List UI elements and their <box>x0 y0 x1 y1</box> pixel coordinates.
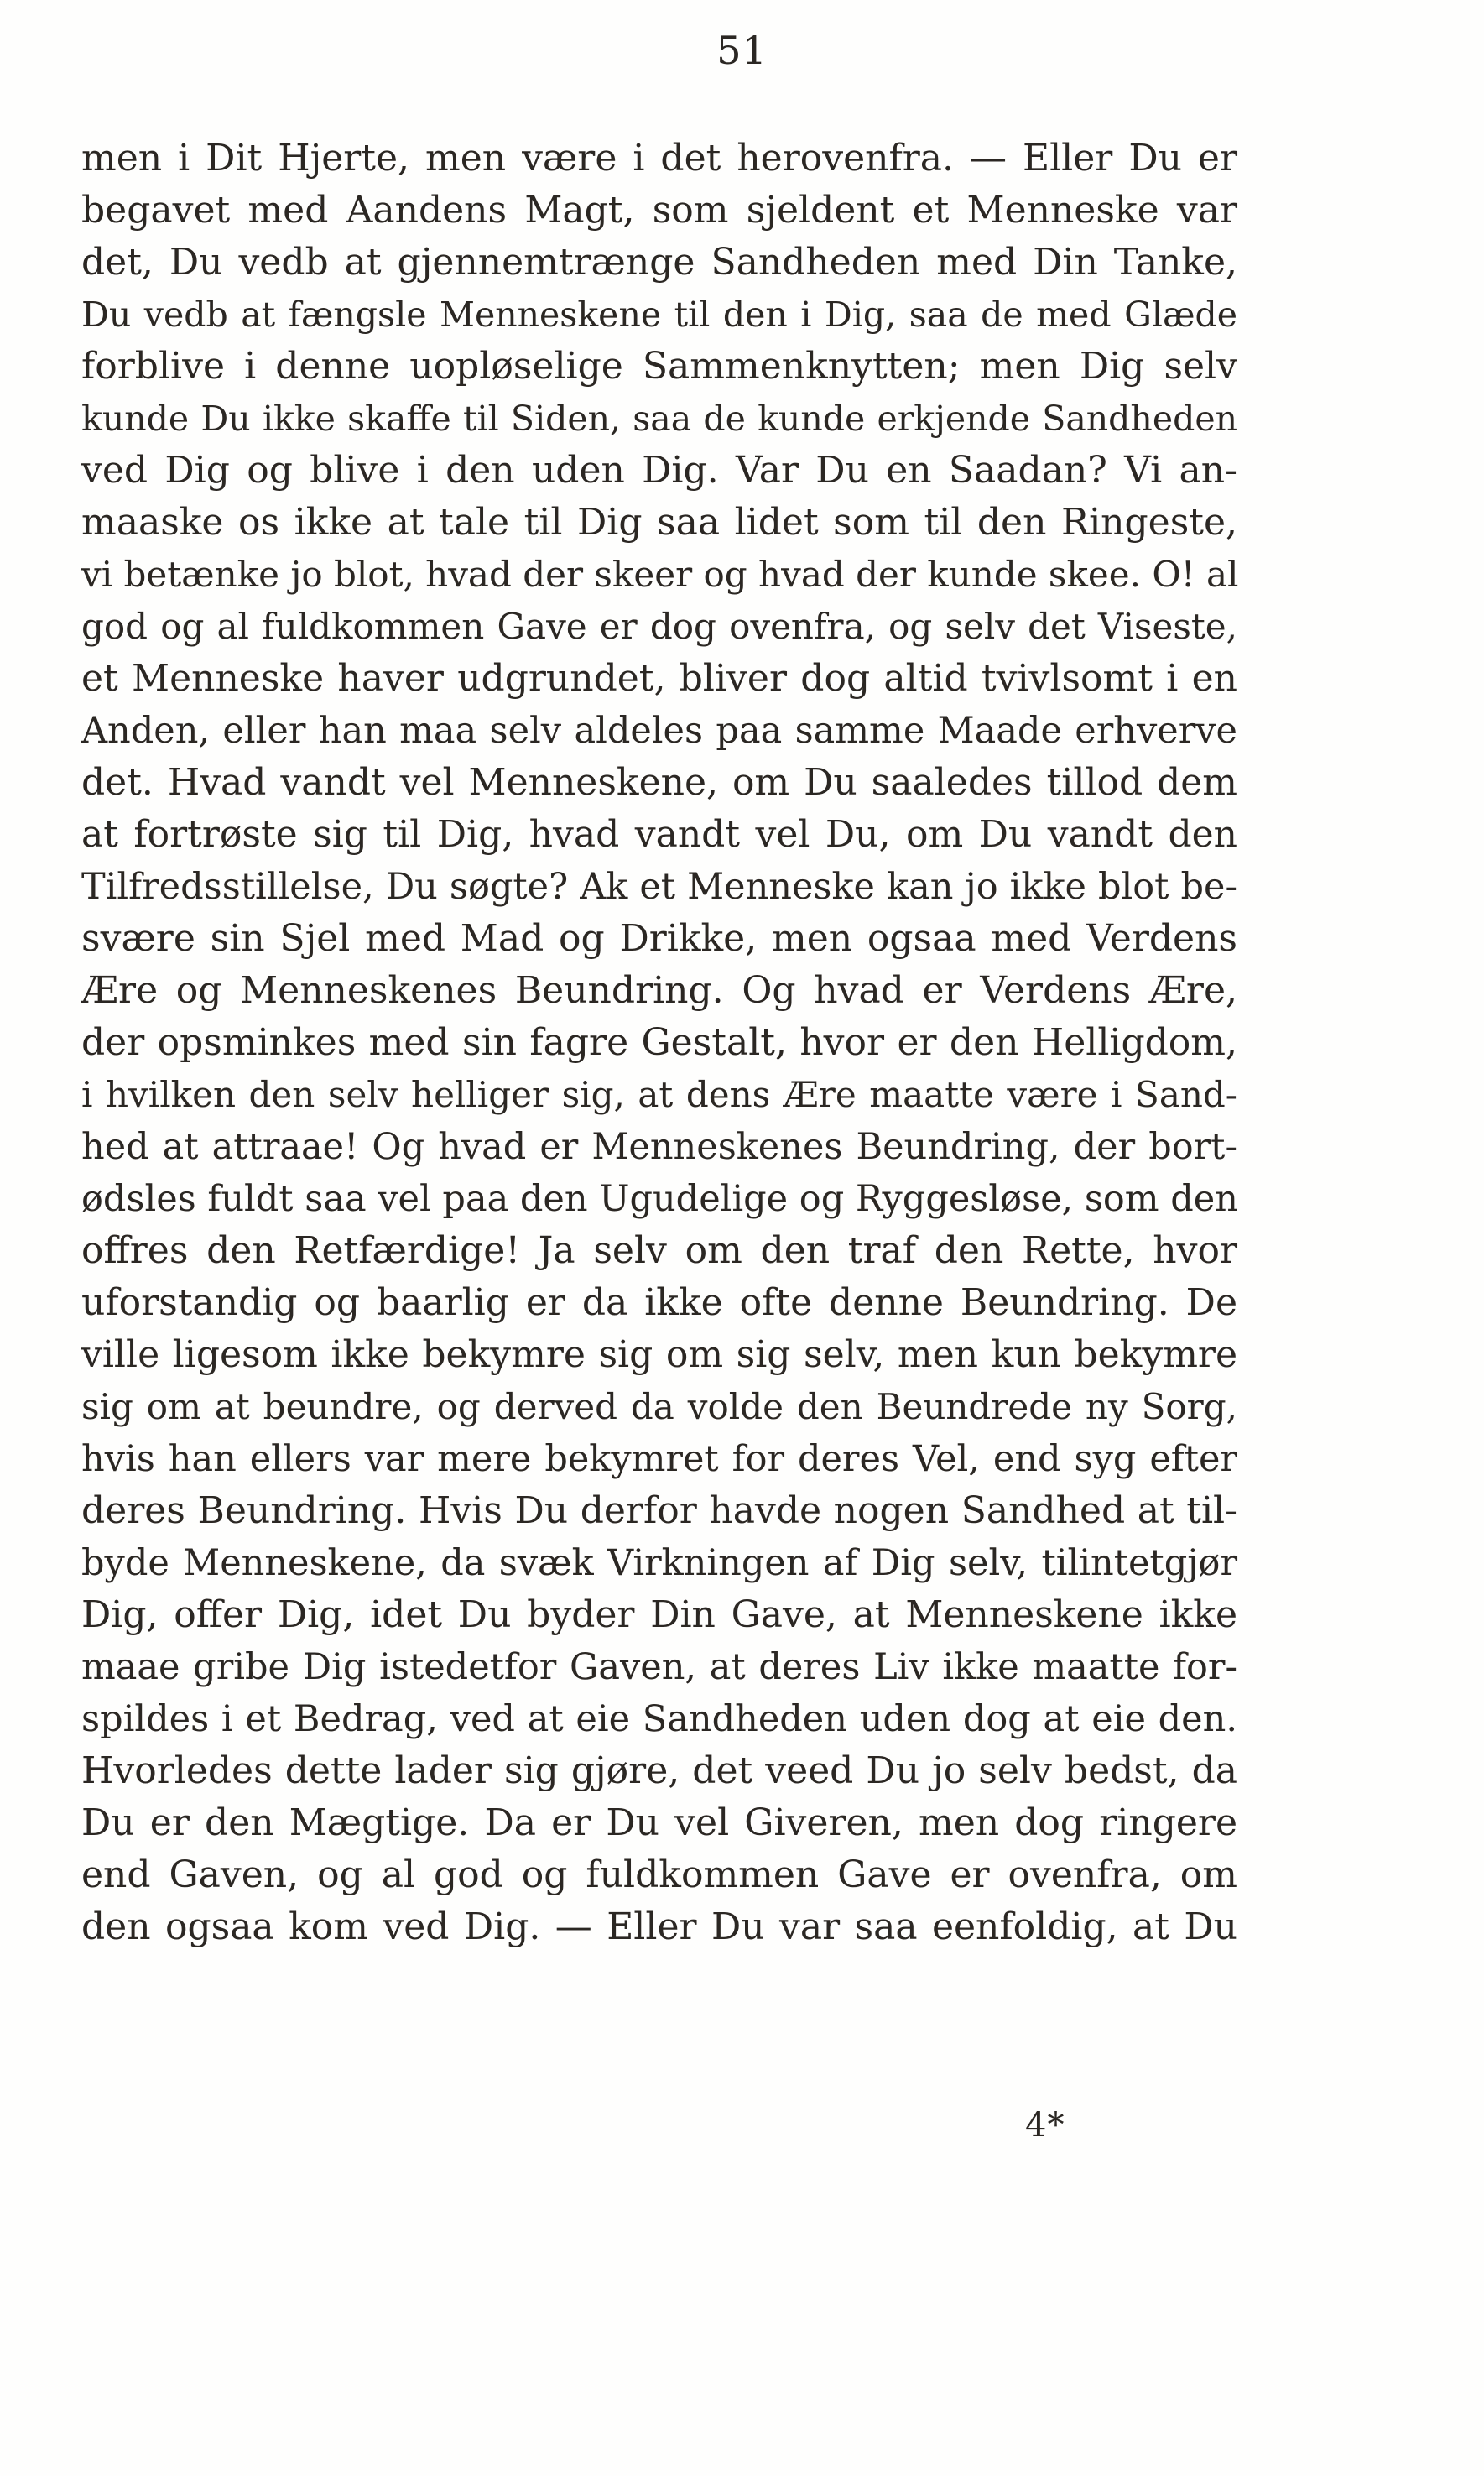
text-line: Hvorledes dette lader sig gjøre, det veed Du jo selv bedst, da <box>81 1749 1237 1792</box>
text-line: uforstandig og baarlig er da ikke ofte denne Beundring. De <box>81 1281 1237 1324</box>
text-line: det. Hvad vandt vel Menneskene, om Du saaledes tillod dem <box>81 761 1237 804</box>
text-line: den ogsaa kom ved Dig. — Eller Du var saa eenfoldig, at Du <box>81 1905 1237 1948</box>
text-line: at fortrøste sig til Dig, hvad vandt vel Du, om Du vandt den <box>81 813 1237 856</box>
text-line: begavet med Aandens Magt, som sjeldent et Menneske var <box>81 189 1237 232</box>
text-line: men i Dit Hjerte, men være i det herovenfra. — Eller Du er <box>81 137 1237 180</box>
text-line: vi betænke jo blot, hvad der skeer og hvad der kunde skee. O! al <box>81 554 1239 595</box>
text-line: i hvilken den selv helliger sig, at dens Ære maatte være i Sand- <box>81 1074 1237 1115</box>
page-number: 51 <box>716 28 768 73</box>
text-line: ødsles fuldt saa vel paa den Ugudelige og Ryggesløse, som den <box>81 1178 1238 1220</box>
text-line: end Gaven, og al god og fuldkommen Gave er ovenfra, om <box>81 1853 1237 1896</box>
text-line: Anden, eller han maa selv aldeles paa samme Maade erhverve <box>81 710 1237 752</box>
text-line: hed at attraae! Og hvad er Menneskenes Beundring, der bort- <box>81 1126 1237 1168</box>
text-line: byde Menneskene, da svæk Virkningen af Dig selv, tilintetgjør <box>81 1542 1237 1584</box>
text-line: sig om at beundre, og derved da volde den Beundrede ny Sorg, <box>81 1386 1237 1427</box>
text-line: ville ligesom ikke bekymre sig om sig selv, men kun bekymre <box>81 1333 1237 1376</box>
signature-mark: 4* <box>1025 2106 1065 2145</box>
text-line: Du vedb at fængsle Menneskene til den i Dig, saa de med Glæde <box>81 295 1237 335</box>
text-line: forblive i denne uopløselige Sammenknytten; men Dig selv <box>81 345 1237 388</box>
text-line: offres den Retfærdige! Ja selv om den traf den Rette, hvor <box>81 1229 1237 1272</box>
text-line: maae gribe Dig istedetfor Gaven, at deres Liv ikke maatte for- <box>81 1646 1237 1688</box>
text-line: Tilfredsstillelse, Du søgte? Ak et Menneske kan jo ikke blot be- <box>81 866 1237 908</box>
text-line: hvis han ellers var mere bekymret for deres Vel, end syg efter <box>81 1438 1237 1480</box>
text-line: maaske os ikke at tale til Dig saa lidet som til den Ringeste, <box>81 501 1237 544</box>
text-line: kunde Du ikke skaffe til Siden, saa de kunde erkjende Sandheden <box>81 399 1237 439</box>
text-line: det, Du vedb at gjennemtrænge Sandheden med Din Tanke, <box>81 241 1237 284</box>
text-line: Du er den Mægtige. Da er Du vel Giveren, men dog ringere <box>81 1801 1237 1844</box>
text-line: svære sin Sjel med Mad og Drikke, men ogsaa med Verdens <box>81 917 1237 960</box>
body-text <box>81 133 1237 1953</box>
text-line: Dig, offer Dig, idet Du byder Din Gave, at Menneskene ikke <box>81 1593 1237 1636</box>
text-line: Ære og Menneskenes Beundring. Og hvad er Verdens Ære, <box>81 969 1237 1012</box>
text-line: et Menneske haver udgrundet, bliver dog altid tvivlsomt i en <box>81 657 1237 700</box>
text-line: god og al fuldkommen Gave er dog ovenfra, og selv det Viseste, <box>81 606 1237 647</box>
text-line: spildes i et Bedrag, ved at eie Sandheden uden dog at eie den. <box>81 1698 1237 1740</box>
text-line: der opsminkes med sin fagre Gestalt, hvor er den Helligdom, <box>81 1021 1237 1064</box>
text-line: ved Dig og blive i den uden Dig. Var Du en Saadan? Vi an- <box>81 449 1237 492</box>
text-line: deres Beundring. Hvis Du derfor havde nogen Sandhed at til- <box>81 1489 1237 1532</box>
